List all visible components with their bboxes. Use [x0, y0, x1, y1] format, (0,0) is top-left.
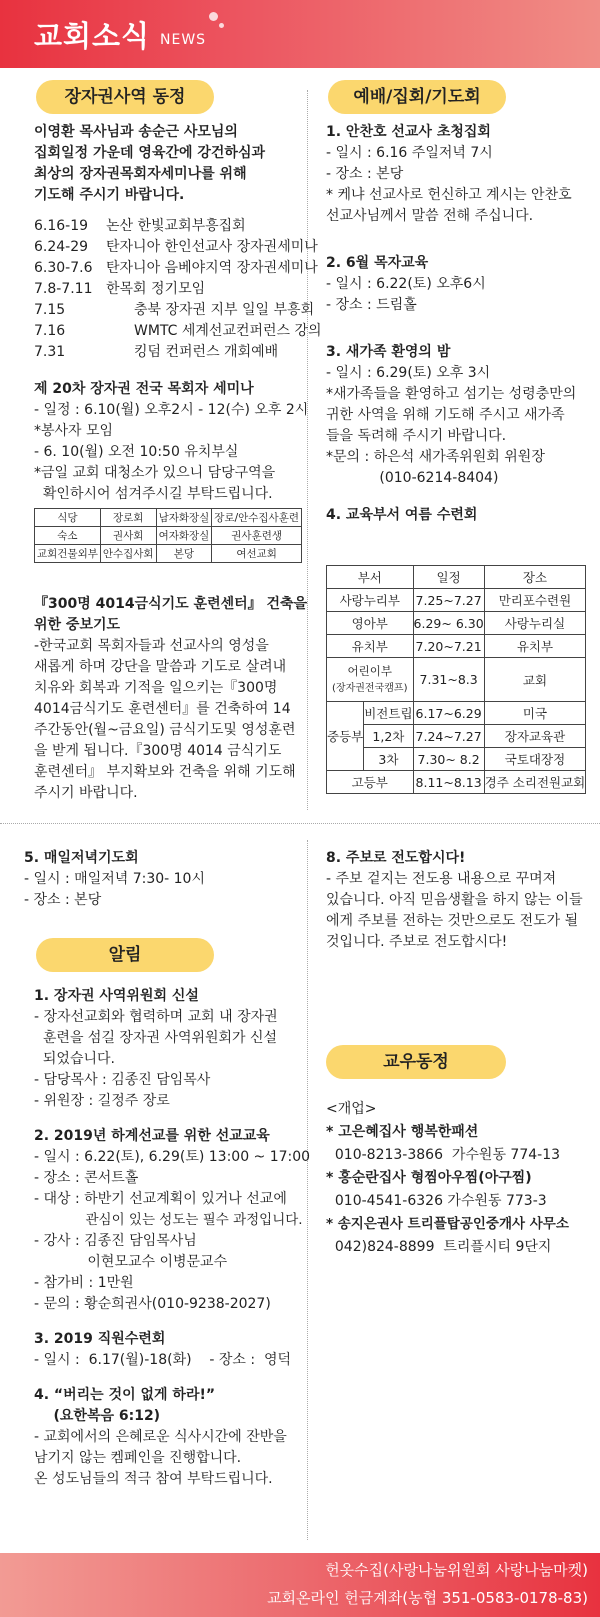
table-row — [327, 725, 586, 748]
firstborn-ministry-section — [34, 122, 322, 505]
intro-line: 이영환 목사님과 송순근 사모님의 — [34, 124, 238, 140]
table-row — [35, 509, 302, 527]
table-cell: 7.25~7.27 — [413, 589, 484, 612]
table-cell: 숙소 — [35, 527, 101, 545]
section-pill-firstborn: 장자권사역 동정 — [36, 80, 214, 114]
news-header — [0, 0, 600, 68]
center-line: 새롭게 하며 강단을 말씀과 기도로 살려내 — [34, 659, 287, 675]
notice-line: - 장소 : 콘서트홀 — [34, 1170, 139, 1186]
item-line: 선교사님께서 말씀 전해 주십니다. — [326, 208, 534, 224]
notice-line: 온 성도님들의 적극 참여 부탁드립니다. — [34, 1471, 273, 1487]
table-row — [327, 771, 586, 794]
table-cell: 장로회 — [100, 509, 156, 527]
section-pill-notice: 알림 — [36, 938, 214, 972]
item-line: 들을 독려해 주시기 바랍니다. — [326, 428, 507, 444]
column-divider-bottom — [307, 840, 308, 1540]
table-cell: 여자화장실 — [156, 527, 212, 545]
training-center-section — [34, 594, 308, 804]
table-cell: 유치부 — [327, 635, 414, 658]
center-line: 주시기 바랍니다. — [34, 785, 138, 801]
dept-note: (장자권전국캠프) — [332, 682, 408, 694]
item-line: - 일시 : 6.29(토) 오후 3시 — [326, 365, 491, 381]
shop-name: * 고은혜집사 행복한패션 — [326, 1124, 479, 1140]
schedule-text: 탄자니아 한인선교사 장자권세미나 — [106, 239, 318, 255]
summer-retreat-table — [326, 565, 586, 794]
table-row — [35, 545, 302, 563]
table-cell — [327, 658, 414, 702]
item-line: - 장소 : 본당 — [24, 892, 102, 908]
notice-line: 남기지 않는 켐페인을 진행합니다. — [34, 1450, 242, 1466]
schedule-date: 6.24-29 — [34, 239, 89, 255]
section-pill-worship: 예배/집회/기도회 — [328, 80, 506, 114]
table-row — [327, 748, 586, 771]
table-cell: 사랑누리실 — [484, 612, 586, 635]
schedule-row — [34, 279, 302, 300]
schedule-date: 6.30-7.6 — [34, 260, 93, 276]
table-cell: 권사훈련생 — [212, 527, 302, 545]
table-cell: 사랑누리부 — [327, 589, 414, 612]
schedule-date: 7.31 — [34, 344, 66, 360]
item-title: 5. 매일저녁기도회 — [24, 850, 139, 866]
schedule-text: 한목회 정기모임 — [106, 281, 206, 297]
open-label: <개업> — [326, 1101, 377, 1117]
table-cell: 교회 — [484, 658, 586, 702]
footer-clothes-collection: 헌옷수집(사랑나눔위원회 사랑나눔마켓) — [325, 1561, 588, 1579]
member-news-section — [326, 1098, 598, 1259]
notice-line: - 대상 : 하반기 선교계획이 있거나 선교에 — [34, 1191, 287, 1207]
table-cell: 7.31~8.3 — [413, 658, 484, 702]
item-title: 3. 새가족 환영의 밤 — [326, 344, 451, 360]
item-title: 4. 교육부서 여름 수련회 — [326, 507, 478, 523]
shop-info: 010-4541-6326 가수원동 773-3 — [326, 1193, 547, 1209]
table-cell: 교회건물외부 — [35, 545, 101, 563]
notice-title: 1. 장자권 사역위원회 신설 — [34, 988, 199, 1004]
schedule-text: WMTC 세계선교컨퍼런스 강의 — [134, 323, 322, 339]
intro-line: 기도해 주시기 바랍니다. — [34, 187, 185, 203]
schedule-text: 킹덤 컨퍼런스 개회예배 — [134, 344, 279, 360]
intro-line: 집회일정 가운데 영육간에 강건하심과 — [34, 145, 266, 161]
notice-title: (요한복음 6:12) — [34, 1408, 161, 1424]
center-title: 위한 중보기도 — [34, 617, 121, 633]
table-cell: 고등부 — [327, 771, 414, 794]
schedule-date: 7.8-7.11 — [34, 281, 93, 297]
table-cell: 장자교육관 — [484, 725, 586, 748]
seminar-line: 확인하시어 섬겨주시길 부탁드립니다. — [34, 486, 273, 502]
notice-line: - 강사 : 김종진 담임목사님 — [34, 1233, 197, 1249]
intro-line: 최상의 장자권목회자세미나를 위해 — [34, 166, 247, 182]
schedule-text: 충북 장자권 지부 일일 부흥회 — [134, 302, 315, 318]
schedule-row — [34, 321, 322, 342]
table-cell: 7.30~ 8.2 — [413, 748, 484, 771]
item-line: *새가족들을 환영하고 섬기는 성령충만의 — [326, 386, 577, 402]
table-cell: 8.11~8.13 — [413, 771, 484, 794]
table-cell: 안수집사회 — [100, 545, 156, 563]
item-title: 8. 주보로 전도합시다! — [326, 850, 466, 866]
item-line: *문의 : 하은석 새가족위원회 위원장 — [326, 449, 545, 465]
notice-line: 관심이 있는 성도는 필수 과정입니다. — [34, 1212, 303, 1228]
table-cell: 6.17~6.29 — [413, 702, 484, 725]
table-cell: 권사회 — [100, 527, 156, 545]
table-cell: 영아부 — [327, 612, 414, 635]
table-header: 일정 — [413, 566, 484, 589]
shop-info: 010-8213-3866 가수원동 774-13 — [326, 1147, 561, 1163]
table-header: 장소 — [484, 566, 586, 589]
seminar-line: *금일 교회 대청소가 있으니 담당구역을 — [34, 465, 276, 481]
evening-prayer-section — [24, 848, 294, 911]
notice-line: - 장자선교회와 협력하며 교회 내 장자권 — [34, 1009, 278, 1025]
table-cell: 장로/안수집사훈련 — [212, 509, 302, 527]
schedule-row — [34, 216, 302, 237]
table-row — [327, 612, 586, 635]
notice-title: 2. 2019년 하계선교를 위한 선교교육 — [34, 1128, 270, 1144]
seminar-line: - 6. 10(월) 오전 10:50 유치부실 — [34, 444, 239, 460]
item-title: 2. 6월 목자교육 — [326, 255, 429, 271]
table-row — [327, 635, 586, 658]
table-cell: 1,2차 — [364, 725, 413, 748]
center-line: 훈련센터』 부지확보와 건축을 위해 기도해 — [34, 764, 296, 780]
item-line: - 일시 : 6.16 주일저녁 7시 — [326, 145, 493, 161]
column-divider-top — [307, 90, 308, 810]
table-header-row — [327, 566, 586, 589]
table-cell: 남자화장실 — [156, 509, 212, 527]
table-cell: 6.29~ 6.30 — [413, 612, 484, 635]
center-line: 치유와 회복과 기적을 일으키는『300명 — [34, 680, 278, 696]
schedule-date: 7.16 — [34, 323, 66, 339]
center-title: 『300명 4014금식기도 훈련센터』 건축을 — [34, 596, 308, 612]
schedule-row — [34, 237, 318, 258]
table-cell: 비전트립 — [364, 702, 413, 725]
table-row — [35, 527, 302, 545]
seminar-line: - 일정 : 6.10(월) 오후2시 - 12(수) 오후 2시 — [34, 402, 309, 418]
table-cell: 미국 — [484, 702, 586, 725]
table-cell: 만리포수련원 — [484, 589, 586, 612]
notice-title: 4. “버리는 것이 없게 하라!” — [34, 1387, 216, 1403]
table-cell: 본당 — [156, 545, 212, 563]
table-cell: 7.24~7.27 — [413, 725, 484, 748]
shop-info: 042)824-8899 트리플시티 9단지 — [326, 1239, 552, 1255]
item-line: - 일시 : 매일저녁 7:30- 10시 — [24, 871, 205, 887]
table-cell: 3차 — [364, 748, 413, 771]
footer-banner — [0, 1553, 600, 1617]
evangelism-section — [326, 848, 596, 953]
section-divider — [0, 823, 600, 824]
table-cell: 여선교회 — [212, 545, 302, 563]
section-pill-members: 교우동정 — [326, 1045, 506, 1079]
item-line: - 장소 : 드림홀 — [326, 297, 417, 313]
worship-section — [326, 122, 596, 526]
table-row — [327, 589, 586, 612]
item-line: * 케냐 선교사로 헌신하고 계시는 안찬호 — [326, 187, 572, 203]
item-line: - 주보 겉지는 전도용 내용으로 꾸며져 — [326, 871, 557, 887]
schedule-row — [34, 258, 318, 279]
center-line: -한국교회 목회자들과 선교사의 영성을 — [34, 638, 269, 654]
center-line: 주간동안(월~금요일) 금식기도및 영성훈련 — [34, 722, 296, 738]
center-line: 을 받게 됩니다.『300명 4014 금식기도 — [34, 743, 282, 759]
shop-name: * 송지은권사 트리플탑공인중개사 사무소 — [326, 1216, 569, 1232]
table-cell: 유치부 — [484, 635, 586, 658]
table-cell: 식당 — [35, 509, 101, 527]
item-line: 있습니다. 아직 믿음생활을 하지 않는 이들 — [326, 892, 583, 908]
item-line: - 장소 : 본당 — [326, 166, 404, 182]
table-cell: 7.20~7.21 — [413, 635, 484, 658]
notice-line: 되었습니다. — [34, 1051, 115, 1067]
item-line: - 일시 : 6.22(토) 오후6시 — [326, 276, 486, 292]
decor-dot-small-icon — [219, 23, 224, 28]
cleaning-assignment-table — [34, 508, 302, 563]
table-row — [327, 702, 586, 725]
table-cell: 국토대장정 — [484, 748, 586, 771]
item-line: (010-6214-8404) — [326, 470, 499, 486]
notice-line: - 위원장 : 길정주 장로 — [34, 1093, 170, 1109]
notice-line: 훈련을 섬길 장자권 사역위원회가 신설 — [34, 1030, 278, 1046]
table-cell: 경주 소리전원교회 — [484, 771, 586, 794]
item-line: 것입니다. 주보로 전도합시다! — [326, 934, 508, 950]
schedule-row — [34, 300, 315, 321]
notice-title: 3. 2019 직원수련회 — [34, 1331, 166, 1347]
seminar-title: 제 20차 장자권 전국 목회자 세미나 — [34, 381, 254, 397]
notice-line: 이현모교수 이병문교수 — [34, 1254, 228, 1270]
notice-line: - 교회에서의 은혜로운 식사시간에 잔반을 — [34, 1429, 287, 1445]
dept-name: 어린이부 — [347, 663, 392, 678]
notice-line: - 참가비 : 1만원 — [34, 1275, 134, 1291]
notice-section — [34, 986, 311, 1490]
item-title: 1. 안찬호 선교사 초청집회 — [326, 124, 491, 140]
header-title: 교회소식 — [34, 19, 151, 53]
schedule-date: 7.15 — [34, 302, 66, 318]
decor-dot-icon — [209, 12, 218, 21]
notice-line: - 담당목사 : 김종진 담임목사 — [34, 1072, 211, 1088]
table-cell: 중등부 — [327, 702, 364, 771]
table-header: 부서 — [327, 566, 414, 589]
item-line: 에게 주보를 전하는 것만으로도 전도가 될 — [326, 913, 579, 929]
notice-line: - 일시 : 6.17(월)-18(화) - 장소 : 영덕 — [34, 1352, 292, 1368]
schedule-row — [34, 342, 302, 363]
footer-offering-account: 교회온라인 헌금계좌(농협 351-0583-0178-83) — [267, 1589, 588, 1607]
notice-line: - 일시 : 6.22(토), 6.29(토) 13:00 ~ 17:00 — [34, 1149, 311, 1165]
item-line: 귀한 사역을 위해 기도해 주시고 새가족 — [326, 407, 565, 423]
schedule-date: 6.16-19 — [34, 218, 89, 234]
header-subtitle: NEWS — [160, 32, 207, 48]
schedule-text: 논산 한빛교회부흥집회 — [106, 218, 246, 234]
notice-line: - 문의 : 황순희권사(010-9238-2027) — [34, 1296, 271, 1312]
center-line: 4014금식기도 훈련센터』를 건축하여 14 — [34, 701, 291, 717]
schedule-text: 탄자니아 음베야지역 장자권세미나 — [106, 260, 318, 276]
seminar-line: *봉사자 모임 — [34, 423, 114, 439]
shop-name: * 홍순란집사 형찜아우찜(아구찜) — [326, 1170, 532, 1186]
table-row — [327, 658, 586, 702]
